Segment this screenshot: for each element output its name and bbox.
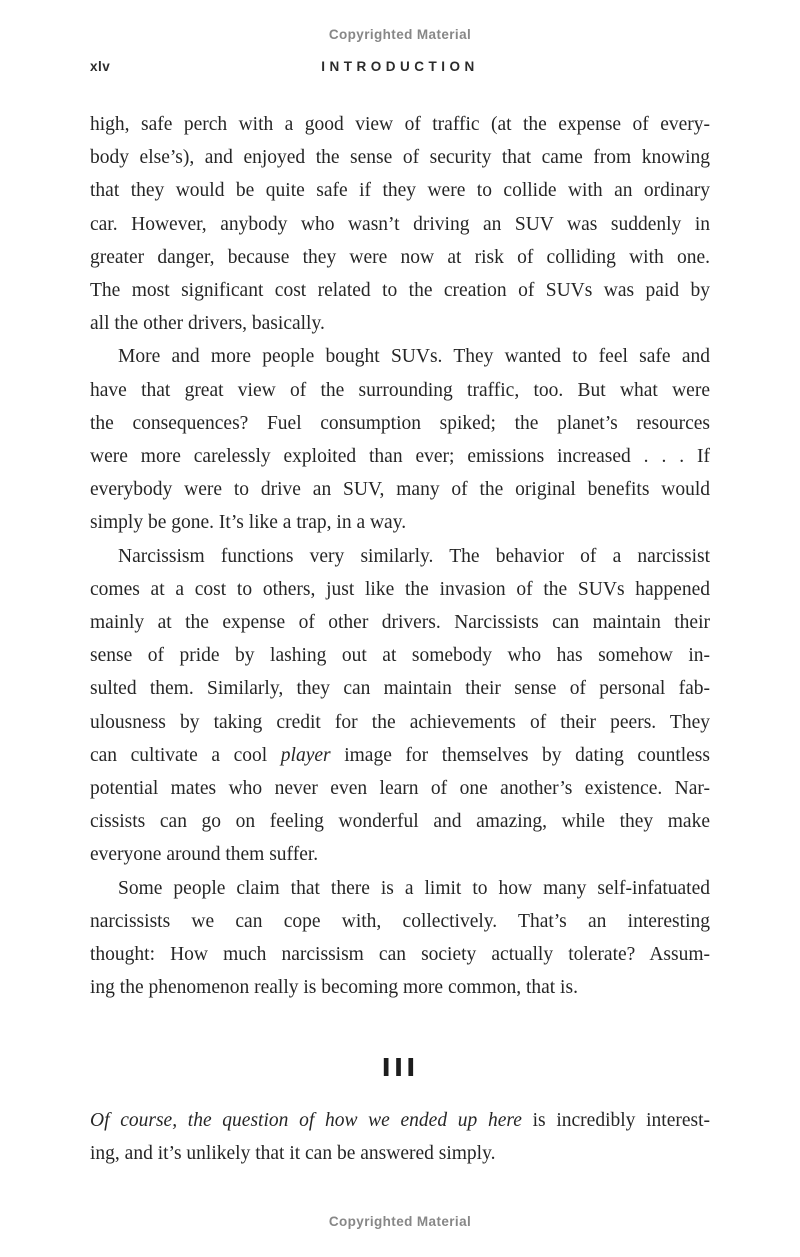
- text-line: simply be gone. It’s like a trap, in a way.: [90, 512, 407, 534]
- text-line: comes at a cost to others, just like the invasion of the SUVs happened: [90, 578, 710, 600]
- text-line: everybody were to drive an SUV, many of the original benefits would: [90, 479, 710, 501]
- text-line: were more carelessly exploited than ever; emissions increased . . . If: [90, 446, 710, 468]
- text-line: high, safe perch with a good view of traffic (at the expense of every-: [90, 114, 710, 135]
- text-line: Narcissism functions very similarly. The behavior of a narcissist: [118, 545, 710, 567]
- page-header: [0, 59, 800, 79]
- text-line: narcissists we can cope with, collectively. That’s an interesting: [90, 910, 710, 932]
- paragraph: [90, 872, 710, 1005]
- text-line: potential mates who never even learn of one another’s existence. Nar-: [90, 778, 710, 800]
- copyright-notice-bottom: Copyrighted Material: [328, 1214, 472, 1229]
- text-line: can cultivate a cool player image for themselves by dating countless: [90, 744, 710, 766]
- text-line: Of course, the question of how we ended up here is incredibly interest-: [90, 1110, 711, 1131]
- text-line: thought: How much narcissism can society actually tolerate? Assum-: [90, 944, 710, 966]
- paragraph: [90, 540, 710, 872]
- text-line: that they would be quite safe if they were to collide with an ordinary: [90, 180, 710, 202]
- text-line: ing, and it’s unlikely that it can be answered simply.: [90, 1143, 496, 1165]
- text-line: The most significant cost related to the creation of SUVs was paid by: [90, 280, 710, 302]
- text-line: ing the phenomenon really is becoming more common, that is.: [90, 977, 578, 999]
- section-marker: III: [381, 1053, 419, 1082]
- page-number: xlv: [90, 59, 111, 74]
- text-line: have that great view of the surrounding traffic, too. But what were: [90, 379, 710, 401]
- text-line: sense of pride by lashing out at somebody who has somehow in-: [90, 645, 710, 667]
- text-line: More and more people bought SUVs. They wanted to feel safe and: [118, 346, 710, 368]
- text-line: body else’s), and enjoyed the sense of security that came from knowing: [90, 147, 710, 169]
- closing-paragraph: [90, 1104, 710, 1170]
- copyright-notice-top: Copyrighted Material: [328, 27, 472, 42]
- paragraph: [90, 108, 710, 340]
- chapter-title: INTRODUCTION: [321, 59, 479, 74]
- text-line: car. However, anybody who wasn’t driving an SUV was suddenly in: [90, 213, 710, 235]
- text-line: the consequences? Fuel consumption spiked; the planet’s resources: [90, 412, 710, 434]
- paragraph: [90, 1104, 710, 1170]
- text-line: Some people claim that there is a limit to how many self-infatuated: [118, 877, 710, 899]
- text-line: sulted them. Similarly, they can maintain their sense of personal fab-: [90, 678, 710, 700]
- text-line: all the other drivers, basically.: [90, 313, 325, 335]
- text-line: ulousness by taking credit for the achievements of their peers. They: [90, 711, 710, 733]
- text-line: everyone around them suffer.: [90, 844, 319, 866]
- body-text: [90, 108, 710, 1004]
- text-line: mainly at the expense of other drivers. Narcissists can maintain their: [90, 612, 710, 634]
- text-line: cissists can go on feeling wonderful and amazing, while they make: [90, 811, 710, 833]
- text-line: greater danger, because they were now at risk of colliding with one.: [90, 246, 710, 268]
- paragraph: [90, 340, 710, 539]
